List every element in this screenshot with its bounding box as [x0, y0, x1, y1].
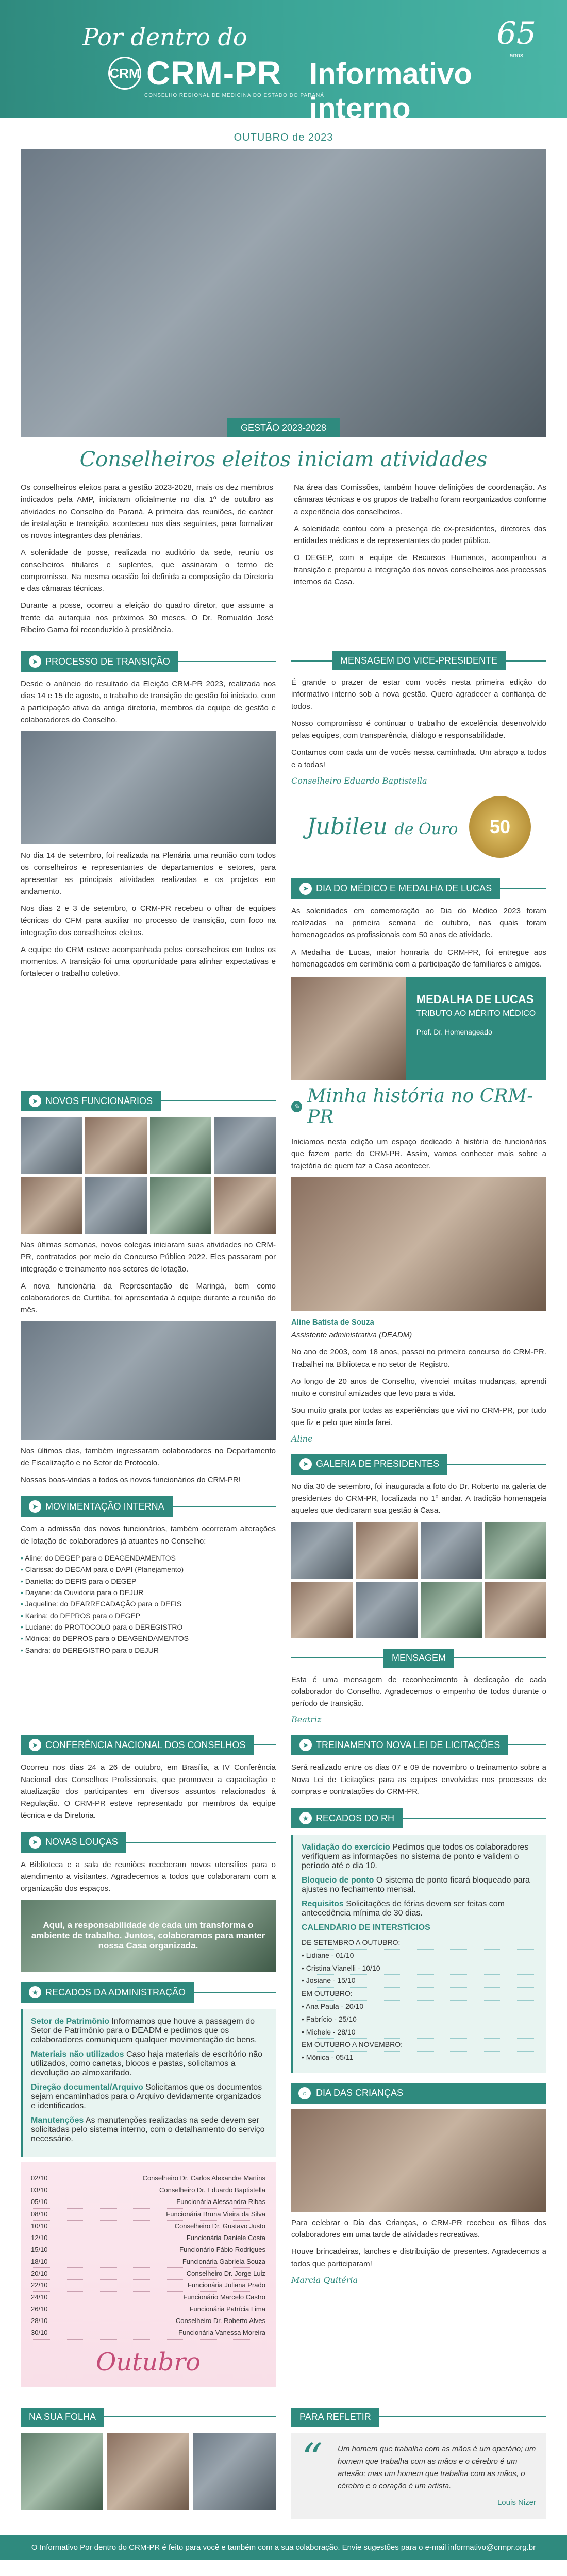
- criancas-paragraph: Para celebrar o Dia das Crianças, o CRM-PR recebeu os filhos dos colaboradores em uma tarde de atividades recreativas.: [291, 2218, 546, 2240]
- recados-admin-header: [21, 1982, 276, 2003]
- megaphone-icon: ★: [299, 1812, 312, 1824]
- medalha-photo: [291, 977, 406, 1080]
- historia-paragraph: Sou muito grata por todas as experiências que vivi no CRM-PR, por tudo que fiz e pelo que ainda farei.: [291, 1406, 546, 1427]
- list-item: [31, 2184, 265, 2196]
- transicao-header: [21, 651, 276, 672]
- historia-paragraph: No ano de 2003, com 18 anos, passei no primeiro concurso do CRM-PR. Trabalhei na Biblioteca e no setor de Registro.: [291, 1348, 546, 1369]
- birthday-name: Funcionária Bruna Vieira da Silva: [166, 2210, 265, 2218]
- section-transicao-row: [0, 641, 567, 1080]
- crm-logo-subtitle: CONSELHO REGIONAL DE MEDICINA DO ESTADO DO PARANÁ: [144, 93, 324, 98]
- recado-text: Pedimos que todos os colaboradores verifiquem as informações no sistema de ponto e validem o período até o dia 10.: [302, 1843, 529, 1870]
- recados-rh-box: [291, 1835, 546, 2073]
- banner-text: Aqui, a responsabilidade de cada um transforma o ambiente de trabalho. Juntos, colaboramos para manter nossa Casa organizada.: [31, 1920, 265, 1951]
- intersticios-list: [302, 1937, 538, 2064]
- section-funcionarios-row: [0, 1080, 567, 1724]
- birthday-name: Funcionária Juliana Prado: [187, 2281, 265, 2290]
- birthday-name: Conselheiro Dr. Eduardo Baptistella: [159, 2186, 265, 2194]
- birthday-date: 15/10: [31, 2245, 48, 2253]
- list-item: [31, 2209, 265, 2221]
- historia-title: Minha história no CRM-PR: [307, 1086, 533, 1128]
- list-item: • Luciane: do PROTOCOLO para o DEREGISTRO: [21, 1621, 276, 1633]
- conferencia-section: [21, 1724, 276, 2386]
- galeria-photo: [291, 1522, 353, 1579]
- list-item: • Fabrício - 25/10: [302, 2013, 538, 2026]
- funcionarios-paragraph: Nossas boas-vindas a todos os novos funcionários do CRM-PR!: [21, 1476, 241, 1484]
- hero-caption: GESTÃO 2023-2028: [227, 418, 340, 437]
- list-item: [31, 2327, 265, 2339]
- birthday-name: Funcionário Marcelo Castro: [183, 2293, 265, 2301]
- footer: O Informativo Por dentro do CRM-PR é feito para você e também com a sua colaboração. Envie sugestões para o e-mail informativo@crmpr.org.br: [0, 2535, 567, 2560]
- recados-admin-box: [21, 2009, 276, 2157]
- birthday-name: Conselheiro Dr. Roberto Alves: [175, 2317, 265, 2325]
- birthday-name: Conselheiro Dr. Gustavo Justo: [174, 2222, 265, 2230]
- birthday-date: 30/10: [31, 2329, 48, 2337]
- loucas-tag: NOVAS LOUÇAS: [45, 1837, 118, 1847]
- hero-text: [0, 482, 567, 641]
- mensagem-signature: Conselheiro Eduardo Baptistella: [291, 775, 427, 786]
- galeria-photo: [356, 1582, 417, 1638]
- responsabilidade-banner: [21, 1900, 276, 1972]
- hero-paragraph: O DEGEP, com a equipe de Recursos Humanos, acompanhou a transição e preparou a integração dos novos conselheiros aos processos internos da Casa.: [294, 553, 546, 586]
- pencil-icon: ✎: [291, 1101, 302, 1112]
- medalha-subtitle: TRIBUTO AO MÉRITO MÉDICO: [416, 1009, 536, 1018]
- mensagem-tag: MENSAGEM: [383, 1649, 454, 1668]
- arrow-icon: ➤: [299, 1458, 312, 1470]
- mensagem-presidente-section: [291, 641, 546, 1080]
- recados-rh-header: [291, 1808, 546, 1828]
- list-item: • Clarissa: do DECAM para o DAPI (Planejamento): [21, 1564, 276, 1575]
- para-refletir-section: [291, 2397, 546, 2519]
- recado-text: Solicitações de férias devem ser feitas com antecedência mínima de 30 dias.: [302, 1900, 505, 1918]
- mensagem-signature-2: Beatriz: [291, 1715, 322, 1725]
- list-item: [31, 2244, 265, 2256]
- recado-title: Bloqueio de ponto: [302, 1876, 374, 1885]
- list-item: [31, 2280, 265, 2292]
- funcionarios-header: [21, 1091, 276, 1111]
- header-banner: [0, 0, 567, 125]
- hero-paragraph: A solenidade contou com a presença de ex-presidentes, diretores das entidades médicas e de representantes do poder público.: [294, 524, 546, 545]
- list-item: [31, 2196, 265, 2208]
- galeria-paragraph: No dia 30 de setembro, foi inaugurada a foto do Dr. Roberto na galeria de presidentes do CRM-PR, localizada no 1º andar. A tradição homenageia aqueles que dedicaram sua gestão à Casa.: [291, 1482, 546, 1515]
- conferencia-text: Ocorreu nos dias 24 a 26 de outubro, em Brasília, a IV Conferência Nacional dos Conselhos Profissionais, que promoveu a capacitação e atualização dos participantes em diversos assuntos relacionados à Regulação. O CRM-PR esteve representado por membros da equipe técnica e da Diretoria.: [21, 1763, 276, 1820]
- arrow-icon: ➤: [29, 655, 41, 668]
- arrow-icon: ➤: [299, 1739, 312, 1751]
- birthday-date: 10/10: [31, 2222, 48, 2230]
- anniversary-label: anos: [509, 52, 523, 59]
- list-item: • Mônica: do DEPROS para o DEAGENDAMENTOS: [21, 1633, 276, 1644]
- list-item: DE SETEMBRO A OUTUBRO:: [302, 1937, 538, 1950]
- para-refletir-header: [291, 2408, 546, 2427]
- recado-text: As manutenções realizadas na sede devem ser solicitadas pelo sistema interno, com o detalhamento do serviço necessário.: [31, 2116, 265, 2144]
- recados-admin-tag: RECADOS DA ADMINISTRAÇÃO: [45, 1987, 186, 1997]
- galeria-photo: [485, 1582, 546, 1638]
- dia-medico-paragraph: A Medalha de Lucas, maior honraria do CRM-PR, foi entregue aos homenageados em cerimônia com a participação de familiares e amigos.: [291, 947, 546, 969]
- list-item: EM OUTUBRO:: [302, 1988, 538, 2001]
- galeria-tag: GALERIA DE PRESIDENTES: [316, 1459, 440, 1469]
- list-item: • Dayane: da Ouvidoria para o DEJUR: [21, 1587, 276, 1598]
- crm-logo: [108, 54, 281, 92]
- funcionarios-tag: NOVOS FUNCIONÁRIOS: [45, 1095, 153, 1106]
- birthday-name: Funcionária Gabriela Souza: [182, 2257, 265, 2265]
- birthday-date: 02/10: [31, 2174, 48, 2182]
- mensagem-paragraph: É grande o prazer de estar com vocês nesta primeira edição do informativo interno sob a nova gestão. Quero agradecer a confiança de todos.: [291, 678, 546, 711]
- dia-medico-header: [291, 878, 546, 899]
- recado-text: Solicitamos que os documentos sejam encaminhados para o Arquivo devidamente organizados e identificados.: [31, 2083, 262, 2111]
- transicao-photo: [21, 731, 276, 844]
- birthday-name: Funcionária Daniele Costa: [186, 2233, 265, 2242]
- mensagem-header: [291, 1649, 546, 1668]
- funcionario-photo: [21, 1117, 82, 1174]
- medalha-lucas-box: [291, 977, 546, 1080]
- na-sua-folha-header: [21, 2408, 276, 2427]
- movimentacao-tag: MOVIMENTAÇÃO INTERNA: [45, 1501, 164, 1512]
- jubileu-subtitle: de Ouro: [394, 820, 458, 839]
- list-item: • Aline: do DEGEP para o DEAGENDAMENTOS: [21, 1552, 276, 1564]
- birthday-name: Funcionária Patrícia Lima: [189, 2305, 265, 2313]
- list-item: • Lidiane - 01/10: [302, 1950, 538, 1962]
- dia-medico-paragraph: As solenidades em comemoração ao Dia do Médico 2023 foram realizadas na primeira semana de outubro, nas quais foram homenageados os profissionais com 50 anos de atividade.: [291, 906, 546, 940]
- birthday-date: 24/10: [31, 2293, 48, 2301]
- hero-paragraph: Durante a posse, ocorreu a eleição do quadro diretor, que assume a frente da autarquia nos próximos 30 meses. O Dr. Romualdo José Ribeiro Gama foi reconduzido à presidência.: [21, 601, 273, 634]
- hero-photo: [21, 149, 546, 437]
- list-item: [31, 2292, 265, 2303]
- header-por-dentro: Por dentro do: [82, 23, 247, 51]
- birthday-date: 20/10: [31, 2269, 48, 2277]
- balloon-icon: ○: [298, 2087, 311, 2099]
- galeria-photo: [356, 1522, 417, 1579]
- anniversary-seal: [497, 15, 536, 59]
- transicao-section: [21, 641, 276, 1080]
- list-item: • Jaqueline: do DEARRECADAÇÃO para o DEFIS: [21, 1598, 276, 1609]
- section-conferencia-row: [0, 1724, 567, 2386]
- historia-paragraph: Ao longo de 20 anos de Conselho, vivenciei muitas mudanças, aprendi muito e construí amizades que levo para a vida.: [291, 1377, 546, 1398]
- treinamento-tag: TREINAMENTO NOVA LEI DE LICITAÇÕES: [316, 1739, 501, 1750]
- transicao-paragraph: Nos dias 2 e 3 de setembro, o CRM-PR recebeu o olhar de equipes técnicas do CFM para auxiliar no processo de transição, com foco na integração dos conselheiros eleitos.: [21, 904, 276, 937]
- birthday-date: 08/10: [31, 2210, 48, 2218]
- birthday-name: Conselheiro Dr. Carlos Alexandre Martins: [142, 2174, 265, 2182]
- criancas-tag: DIA DAS CRIANÇAS: [316, 2088, 404, 2098]
- jubileu-medal-icon: 50: [469, 796, 531, 858]
- recado-text: Informamos que houve a passagem do Setor de Patrimônio para o DEADM e pedimos que os colaboradores comuniquem qualquer movimentação de bens.: [31, 2017, 257, 2045]
- historia-intro: Iniciamos nesta edição um espaço dedicado à história de funcionários que fazem parte do CRM-PR. Assim, vamos conhecer mais sobre a trajetória de quem faz a Casa acontecer.: [291, 1138, 546, 1171]
- list-item: EM OUTUBRO A NOVEMBRO:: [302, 2039, 538, 2052]
- list-item: [31, 2268, 265, 2280]
- birthday-date: 12/10: [31, 2233, 48, 2242]
- medalha-title: MEDALHA DE LUCAS: [416, 993, 534, 1006]
- movimentacao-intro: Com a admissão dos novos funcionários, também ocorreram alterações de lotação de colaboradores já atuantes no Conselho:: [21, 1524, 276, 1546]
- historia-signature: Aline: [291, 1433, 313, 1444]
- recado-title: Requisitos: [302, 1900, 344, 1908]
- na-sua-folha-tag: NA SUA FOLHA: [21, 2408, 104, 2427]
- quote-author: Louis Nizer: [497, 2498, 536, 2507]
- quote-box: [291, 2433, 546, 2519]
- birthday-name: Conselheiro Dr. Jorge Luiz: [186, 2269, 265, 2277]
- mensagem-presidente-header: [291, 651, 546, 670]
- historia-role: Assistente administrativa (DEADM): [291, 1331, 412, 1340]
- funcionarios-paragraph: Nos últimos dias, também ingressaram colaboradores no Departamento de Fiscalização e no Setor de Protocolo.: [21, 1446, 276, 1467]
- quote-icon: “: [302, 2434, 323, 2482]
- funcionario-photo: [150, 1177, 211, 1234]
- medalha-honoree: Prof. Dr. Homenageado: [416, 1028, 492, 1036]
- funcionarios-group-photo: [21, 1321, 276, 1440]
- birthday-date: 28/10: [31, 2317, 48, 2325]
- treinamento-section: [291, 1724, 546, 2386]
- jubileu-banner: [291, 786, 546, 868]
- folha-photo: [107, 2433, 190, 2510]
- birthday-date: 22/10: [31, 2281, 48, 2290]
- jubileu-title: Jubileu: [307, 814, 388, 840]
- hero-title: Conselheiros eleitos iniciam atividades: [79, 448, 488, 471]
- crm-logo-text: CRM-PR: [146, 55, 281, 92]
- transicao-tag: PROCESSO DE TRANSIÇÃO: [45, 656, 170, 667]
- na-sua-folha-section: [21, 2397, 276, 2519]
- aniversariantes-box: [21, 2162, 276, 2386]
- arrow-icon: ➤: [29, 1095, 41, 1107]
- funcionarios-paragraph: A nova funcionária da Representação de Maringá, bem como colaboradores de Curitiba, foi apresentada à equipe durante a reunião do mês.: [21, 1281, 276, 1315]
- conferencia-header: [21, 1735, 276, 1755]
- recado-title: Materiais não utilizados: [31, 2050, 124, 2059]
- hero-paragraph: Na área das Comissões, também houve definições de coordenação. As câmaras técnicas e os grupos de trabalho foram reorganizados conforme a experiência dos conselheiros.: [294, 483, 546, 516]
- recado-title: Validação do exercício: [302, 1843, 390, 1852]
- recado-text: Caso haja materiais de escritório não utilizados, como canetas, blocos e pastas, solicitamos a devolução ao almoxarifado.: [31, 2050, 263, 2078]
- transicao-paragraph: Desde o anúncio do resultado da Eleição CRM-PR 2023, realizada nos dias 14 e 15 de agosto, o trabalho de transição de gestão foi iniciado, com a participação ativa da antiga diretoria, membros da equipe de gestão e colaboradores do Conselho.: [21, 680, 276, 724]
- edition-date: OUTUBRO de 2023: [234, 132, 333, 143]
- galeria-photo: [421, 1582, 482, 1638]
- recado-text: O sistema de ponto ficará bloqueado para ajustes no fechamento mensal.: [302, 1876, 530, 1894]
- funcionario-photo: [214, 1177, 276, 1234]
- crm-logo-icon: CRM: [108, 57, 141, 90]
- recado-title: Setor de Patrimônio: [31, 2017, 110, 2026]
- megaphone-icon: ★: [29, 1986, 41, 1998]
- na-sua-folha-photos: [21, 2433, 276, 2510]
- aniversariantes-title: Outubro: [95, 2347, 201, 2377]
- hero-col-2: [294, 482, 546, 641]
- transicao-paragraph: No dia 14 de setembro, foi realizada na Plenária uma reunião com todos os conselheiros e representantes de departamentos e setores, para apresentar as principais atividades realizadas e os projetos em andamento.: [21, 851, 276, 896]
- funcionario-photo: [21, 1177, 82, 1234]
- galeria-header: [291, 1454, 546, 1475]
- historia-photo: [291, 1177, 546, 1311]
- funcionario-photo: [150, 1117, 211, 1174]
- list-item: • Mônica - 05/11: [302, 2052, 538, 2064]
- transicao-paragraph: A equipe do CRM esteve acompanhada pelos conselheiros em todos os momentos. A transição foi uma oportunidade para alinhar expectativas e fortalecer o trabalho coletivo.: [21, 945, 276, 978]
- list-item: [31, 2256, 265, 2268]
- mensagem-presidente-tag: MENSAGEM DO VICE-PRESIDENTE: [332, 651, 506, 670]
- list-item: [31, 2221, 265, 2232]
- folha-photo: [21, 2433, 103, 2510]
- funcionario-photo: [85, 1117, 146, 1174]
- arrow-icon: ➤: [29, 1500, 41, 1513]
- list-item: • Cristina Vianelli - 10/10: [302, 1962, 538, 1975]
- list-item: • Daniella: do DEFIS para o DEGEP: [21, 1575, 276, 1587]
- list-item: [31, 2173, 265, 2184]
- list-item: [31, 2303, 265, 2315]
- anniversary-number: 65: [496, 15, 536, 52]
- arrow-icon: ➤: [29, 1739, 41, 1751]
- para-refletir-tag: PARA REFLETIR: [291, 2408, 379, 2427]
- conferencia-tag: CONFERÊNCIA NACIONAL DOS CONSELHOS: [45, 1739, 246, 1750]
- folha-photo: [193, 2433, 276, 2510]
- list-item: [31, 2232, 265, 2244]
- birthday-name: Funcionário Fábio Rodrigues: [179, 2245, 265, 2253]
- informativo-title: Informativo interno: [309, 57, 472, 125]
- recados-rh-tag: RECADOS DO RH: [316, 1812, 395, 1823]
- treinamento-header: [291, 1735, 546, 1755]
- criancas-section: [291, 2083, 546, 2285]
- mensagem-paragraph: Contamos com cada um de vocês nessa caminhada. Um abraço a todos e a todas!: [291, 748, 546, 769]
- list-item: • Sandra: do DEREGISTRO para o DEJUR: [21, 1645, 276, 1656]
- dia-medico-tag: DIA DO MÉDICO E MEDALHA DE LUCAS: [316, 883, 492, 894]
- historia-section: [291, 1080, 546, 1724]
- birthday-date: 03/10: [31, 2186, 48, 2194]
- funcionarios-photo-grid: [21, 1117, 276, 1234]
- list-item: • Karina: do DEPROS para o DEGEP: [21, 1610, 276, 1621]
- galeria-photo-grid: [291, 1522, 546, 1638]
- quote-text: Um homem que trabalha com as mãos é um operário; um homem que trabalha com as mãos e o cérebro é um artesão; mas um homem que trabalha com as mãos, o cérebro e o coração é um artista.: [338, 2444, 536, 2490]
- criancas-signature: Marcia Quitéria: [291, 2275, 358, 2285]
- loucas-header: [21, 1832, 276, 1853]
- mensagem-text: Esta é uma mensagem de reconhecimento à dedicação de cada colaborador do Conselho. Agradecemos o empenho de todos durante o período de transição.: [291, 1675, 546, 1708]
- birthday-date: 05/10: [31, 2198, 48, 2206]
- galeria-photo: [291, 1582, 353, 1638]
- funcionario-photo: [85, 1177, 146, 1234]
- mensagem-paragraph: Nosso compromisso é continuar o trabalho de excelência desenvolvido pelas equipes, com transparência, diálogo e responsabilidade.: [291, 719, 546, 740]
- recado-title: Manutenções: [31, 2116, 84, 2125]
- treinamento-text: Será realizado entre os dias 07 e 09 de novembro o treinamento sobre a Nova Lei de Licitações para as equipes envolvidas nos processos de compras e contratações do CRM-PR.: [291, 1763, 546, 1796]
- birthday-date: 18/10: [31, 2257, 48, 2265]
- hero-paragraph: Os conselheiros eleitos para a gestão 2023-2028, mais os dez membros indicados pela AMP, iniciaram oficialmente no dia 1º de outubro as atividades no Conselho do Paraná. A primeira das reuniões, de caráter de instalação e transição, aconteceu nos dias seguintes, para formalizar os novos integrantes das plenárias.: [21, 483, 273, 540]
- arrow-icon: ➤: [299, 883, 312, 895]
- galeria-photo: [421, 1522, 482, 1579]
- recado-title: Direção documental/Arquivo: [31, 2083, 143, 2092]
- list-item: [31, 2315, 265, 2327]
- loucas-text: A Biblioteca e a sala de reuniões receberam novos utensílios para o atendimento a visitantes. Agradecemos a todos que colaboraram com a organização dos espaços.: [21, 1860, 276, 1893]
- bottom-row: [0, 2397, 567, 2519]
- intersticios-title: CALENDÁRIO DE INTERSTÍCIOS: [302, 1923, 430, 1932]
- list-item: • Michele - 28/10: [302, 2026, 538, 2039]
- birthday-name: Funcionária Vanessa Moreira: [178, 2329, 265, 2337]
- movimentacao-list: [21, 1552, 276, 1656]
- hero-paragraph: A solenidade de posse, realizada no auditório da sede, reuniu os conselheiros titulares e suplentes, que assinaram o termo de compromisso. Na mesma ocasião foi definida a composição da Diretoria e das câmaras técnicas.: [21, 548, 273, 593]
- funcionario-photo: [214, 1117, 276, 1174]
- arrow-icon: ➤: [29, 1836, 41, 1849]
- galeria-photo: [485, 1522, 546, 1579]
- hero-col-1: [21, 482, 273, 641]
- funcionarios-paragraph: Nas últimas semanas, novos colegas iniciaram suas atividades no CRM-PR, contratados por meio do Concurso Público 2022. Eles passaram por integração e treinamento nos setores de lotação.: [21, 1241, 276, 1274]
- historia-name: Aline Batista de Souza: [291, 1317, 374, 1327]
- criancas-paragraph: Houve brincadeiras, lanches e distribuição de presentes. Agradecemos a todos que participaram!: [291, 2247, 546, 2268]
- funcionarios-section: [21, 1080, 276, 1724]
- birthday-name: Funcionária Alessandra Ribas: [176, 2198, 265, 2206]
- criancas-photo: [291, 2109, 546, 2212]
- movimentacao-header: [21, 1496, 276, 1517]
- list-item: • Ana Paula - 20/10: [302, 2001, 538, 2013]
- birthday-date: 26/10: [31, 2305, 48, 2313]
- list-item: • Josiane - 15/10: [302, 1975, 538, 1988]
